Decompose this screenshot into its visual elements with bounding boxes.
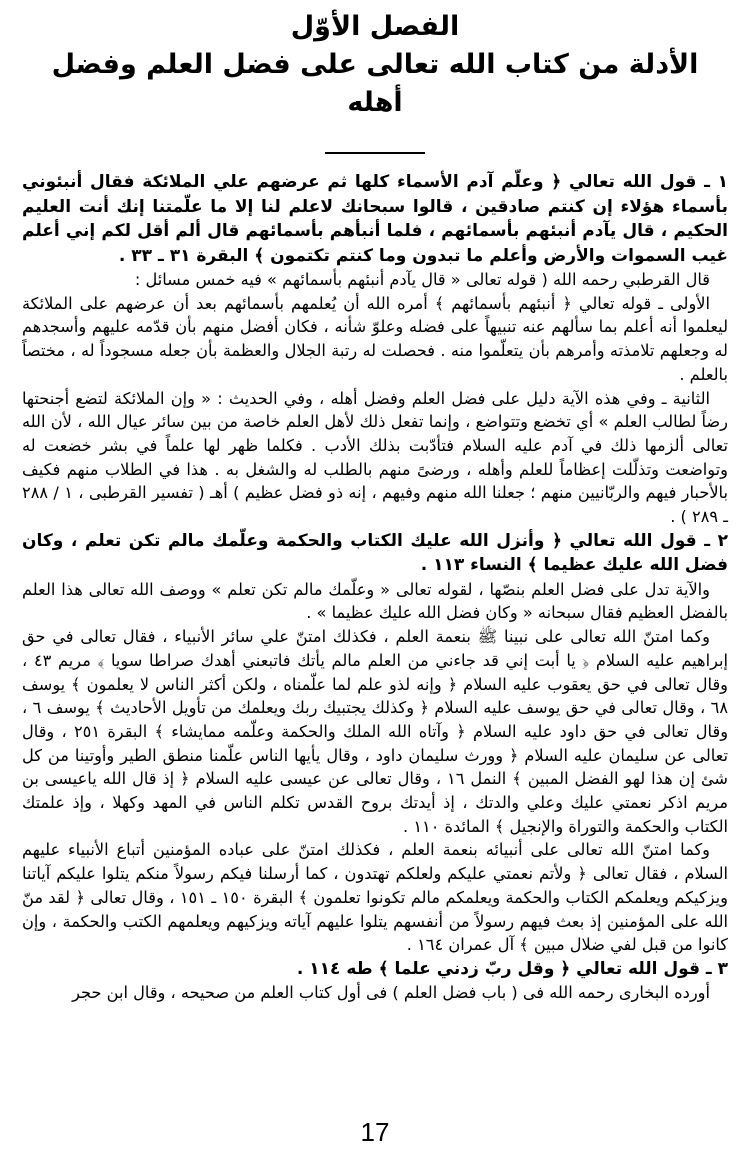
- paragraph-bukhari: أورده البخارى رحمه الله فى ( باب فضل العلم ) فى أول كتاب العلم من صحيحه ، وقال ابن حجر: [72, 983, 710, 1003]
- chapter-title: الفصل الأوّل: [290, 11, 460, 42]
- page-number: 17: [360, 1117, 390, 1147]
- paragraph-verse-1: ١ ـ قول الله تعالي ﴿ وعلّم آدم الأسماء كلها ثم عرضهم علي الملائكة فقال أنبئوني بأسماء هؤلاء إن كنتم صادقين ، قالوا سبحانك لاعلم لنا إلا ما علّمتنا إنك أنت العليم الحكيم ، قال يآدم أنبئهم بأسمائهم ، فلما أنبأهم بأسمائهم قال ألم أقل لكم إني أعلم غيب السموات والأرض وأعلم ما تبدون وما كنتم تكتمون ﴾ البقرة ٣١ ـ ٣٣ .: [22, 172, 728, 266]
- paragraph-verse-2: ٢ ـ قول الله تعالي ﴿ وأنزل الله عليك الكتاب والحكمة وعلّمك مالم تكن تعلم ، وكان فضل الله عليك عظيما ﴾ النساء ١١٣ .: [22, 530, 728, 576]
- paragraph-verse-3: ٣ ـ قول الله تعالي ﴿ وقل ربّ زدني علما ﴾ طه ١١٤ .: [296, 958, 728, 979]
- paragraph-believers-knowledge: وكما امتنّ الله تعالى على أنبيائه بنعمة العلم ، فكذلك امتنّ على عباده المؤمنين أتباع الأنبياء عليهم السلام ، فقال تعالى ﴿ ولأتم نعمتي عليكم ولعلكم تهتدون ، كما أرسلنا فيكم رسولاً منكم يتلوا عليكم آياتنا ويزكيكم ويعلمكم الكتاب والحكمة ويعلمكم مالم تكونوا تعلمون ﴾ البقرة ١٥٠ ـ ١٥١ ، وقال تعالى ﴿ لقد منّ الله على المؤمنين إذ بعث فيهم رسولاً من أنفسهم يتلوا عليهم آياته ويزكيهم ويعلمهم الكتب والحكمة ، وإن كانوا من قبل لفي ضلال مبين ﴾ آل عمران ١٦٤ .: [22, 840, 728, 955]
- paragraph-second-issue: الثانية ـ وفي هذه الآية دليل على فضل العلم وفضل أهله ، وفي الحديث : « وإن الملائكة لتضع أجنحتها رضاً لطالب العلم » أي تخضع وتتواضع ، وإنما تفعل ذلك لأهل العلم خاصة من بين سائر عيال الله ، لأن الله تعالى ألزمها ذلك في آدم عليه السلام فتأدّبت بذلك الأدب . فكلما ظهر لها علماً في بشر خضعت له وتواضعت وتذلّلت إعظاماً للعلم وأهله ، ورضىً منهم بالطلب له والشغل به . هذا في الطلاب منهم فكيف بالأحبار فيهم والربّانيين منهم ؛ جعلنا الله منهم وفيهم ، إنه ذو فضل عظيم ) أهـ ( تفسير القرطبى ، ١ / ٢٨٨ ـ ٢٨٩ ) .: [22, 388, 728, 527]
- title-divider: [325, 152, 425, 154]
- paragraph-prophets-knowledge: وكما امتنّ الله تعالى على نبينا ﷺ بنعمة العلم ، فكذلك امتنّ علي سائر الأنبياء ، فقال تعالى في حق إبراهيم عليه السلام ﴿ يا أبت إني قد جاءني من العلم مالم يأتك فاتبعني أهدك صراطا سويا ﴾ مريم ٤٣ ، وقال تعالى في حق يعقوب عليه السلام ﴿ وإنه لذو علم لما علّمناه ، ولكن أكثر الناس لا يعلمون ﴾ يوسف ٦٨ ، وقال تعالى في حق يوسف عليه السلام ﴿ وكذلك يجتبيك ربك ويعلمك من تأويل الأحاديث ﴾ يوسف ٦ ، وقال تعالى في حق داود عليه السلام ﴿ وآتاه الله الملك والحكمة وعلّمه ممايشاء ﴾ البقرة ٢٥١ ، وقال تعالى عن سليمان عليه السلام ﴿ وورث سليمان داود ، وقال يأيها الناس علّمنا منطق الطير وأوتينا من كل شئ إن هذا لهو الفضل المبين ﴾ النمل ١٦ ، وقال تعالى عن عيسى عليه السلام ﴿ إذ قال الله ياعيسى بن مريم اذكر نعمتي عليك وعلي والدتك ، إذ أيدتك بروح القدس تكلم الناس في المهد وكهلا ، وإذ علمتك الكتاب والحكمة والتوراة والإنجيل ﴾ المائدة ١١٠ .: [22, 627, 729, 836]
- paragraph-verse-2-commentary: والآية تدل على فضل العلم بنصّها ، لقوله تعالى « وعلّمك مالم تكن تعلم » ووصف الله تعالى هذا العلم بالفضل العظيم فقال سبحانه « وكان فضل الله عليك عظيما » .: [22, 579, 728, 623]
- paragraph-qurtubi-intro: قال القرطبي رحمه الله ( قوله تعالى « قال يآدم أنبئهم بأسمائهم » فيه خمس مسائل :: [134, 270, 710, 289]
- chapter-subtitle: الأدلة من كتاب الله تعالى على فضل العلم وفضل أهله: [51, 49, 699, 118]
- paragraph-first-issue: الأولى ـ قوله تعالي ﴿ أنبئهم بأسمائهم ﴾ أمره الله أن يُعلمهم بأسمائهم بعد أن عرضهم على الملائكة ليعلموا أنه أعلم بما سألهم عنه تنبيهاً على فضله وعلوّ شأنه ، فكان أفضل منهم بأن قدّمه عليهم وأسجدهم له وجعلهم تلامذته وأمرهم بأن يتعلّموا منه . فحصلت له رتبة الجلال والعظمة بأن جعله مسجوداً له ، مختصاً بالعلم .: [22, 293, 728, 384]
- body-text: [22, 170, 728, 1005]
